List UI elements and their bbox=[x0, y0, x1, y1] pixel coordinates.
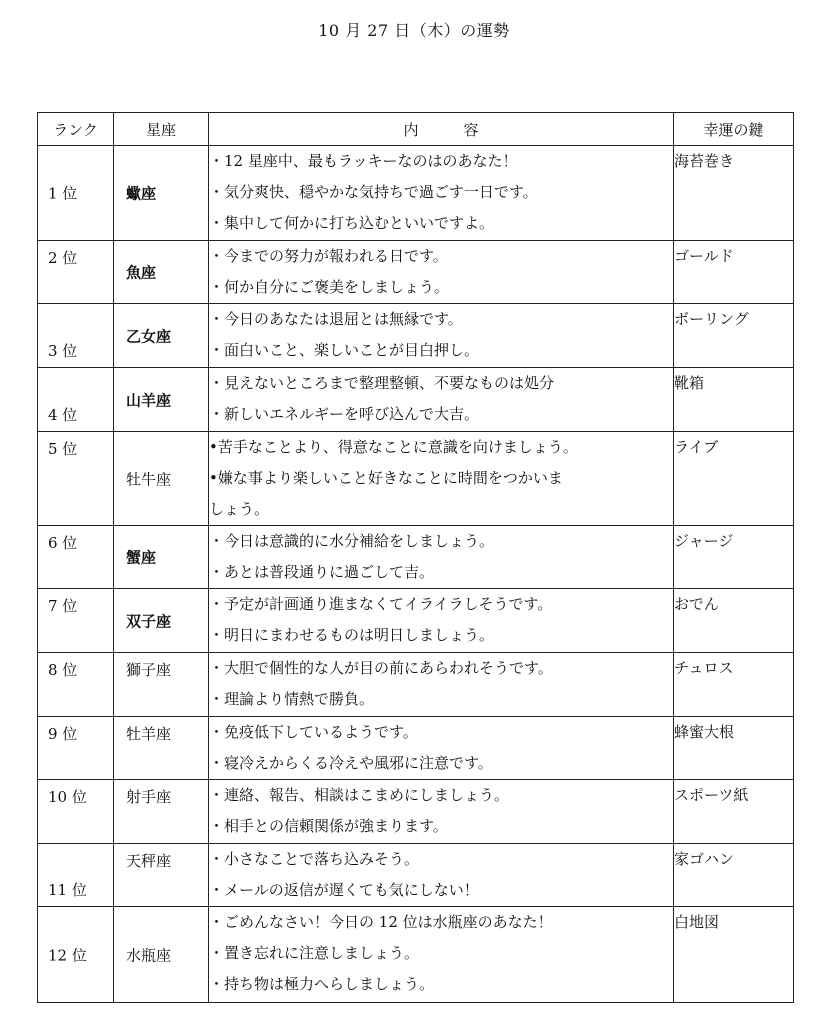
content-line: ・集中して何かに打ち込むといいですよ。 bbox=[209, 214, 495, 232]
sign-text: 魚座 bbox=[126, 263, 157, 282]
lucky-key: スポーツ紙 bbox=[674, 786, 749, 804]
sign-cell bbox=[114, 589, 209, 653]
table-row bbox=[38, 907, 794, 1003]
content-line: しょう。 bbox=[209, 500, 270, 518]
lucky-key: ライブ bbox=[674, 438, 719, 456]
content-line: ・持ち物は極力へらしましょう。 bbox=[209, 975, 435, 993]
rank-cell bbox=[38, 304, 114, 368]
key-cell bbox=[674, 780, 794, 844]
lucky-key: 靴箱 bbox=[674, 374, 705, 392]
sign-cell bbox=[114, 368, 209, 432]
table-row bbox=[38, 368, 794, 432]
content-cell bbox=[209, 717, 674, 780]
lucky-key: おでん bbox=[674, 595, 719, 613]
rank-text: 9 位 bbox=[48, 725, 78, 743]
rank-cell bbox=[38, 717, 114, 780]
content-cell bbox=[209, 368, 674, 432]
content-line: ・置き忘れに注意しましょう。 bbox=[209, 944, 420, 962]
rank-text: 4 位 bbox=[48, 406, 78, 424]
header-row bbox=[38, 113, 794, 146]
table-row bbox=[38, 780, 794, 844]
page-title: 10 月 27 日（木）の運勢 bbox=[318, 21, 510, 40]
key-cell bbox=[674, 304, 794, 368]
content-line: ・今日は意識的に水分補給をしましょう。 bbox=[209, 532, 495, 550]
sign-cell bbox=[114, 907, 209, 1003]
rank-cell bbox=[38, 241, 114, 304]
content-line: ・今までの努力が報われる日です。 bbox=[209, 247, 448, 265]
rank-text: 7 位 bbox=[48, 597, 78, 615]
content-line: ・小さなことで落ち込みそう。 bbox=[209, 850, 420, 868]
lucky-key: 白地図 bbox=[674, 913, 720, 931]
key-cell bbox=[674, 241, 794, 304]
table-row bbox=[38, 146, 794, 241]
sign-text: 牡牛座 bbox=[126, 470, 172, 488]
rank-cell bbox=[38, 368, 114, 432]
table-row bbox=[38, 432, 794, 526]
content-line: ・寝冷えからくる冷えや風邪に注意です。 bbox=[209, 754, 493, 772]
key-cell bbox=[674, 368, 794, 432]
rank-cell bbox=[38, 907, 114, 1003]
content-line: ・新しいエネルギーを呼び込んで大吉。 bbox=[209, 405, 480, 423]
sign-text: 水瓶座 bbox=[126, 946, 172, 964]
table-row bbox=[38, 653, 794, 717]
rank-cell bbox=[38, 146, 114, 241]
content-line: ・あとは普段通りに過ごして吉。 bbox=[209, 563, 435, 581]
sign-cell bbox=[114, 780, 209, 844]
content-cell bbox=[209, 432, 674, 526]
key-cell bbox=[674, 589, 794, 653]
sign-cell bbox=[114, 717, 209, 780]
lucky-key: 蜂蜜大根 bbox=[674, 723, 735, 741]
rank-text: 3 位 bbox=[48, 342, 78, 360]
key-cell bbox=[674, 717, 794, 780]
sign-text: 蟹座 bbox=[126, 548, 157, 567]
content-line: •嫌な事より楽しいこと好きなことに時間をつかいま bbox=[209, 469, 563, 487]
header-content: 内 容 bbox=[209, 113, 674, 146]
header-key: 幸運の鍵 bbox=[674, 113, 794, 146]
content-line: ・ごめんなさい！今日の 12 位は水瓶座のあなた！ bbox=[209, 913, 553, 931]
content-cell bbox=[209, 780, 674, 844]
sign-text: 獅子座 bbox=[126, 661, 172, 679]
key-cell bbox=[674, 844, 794, 907]
table-row bbox=[38, 241, 794, 304]
content-cell bbox=[209, 526, 674, 589]
rank-text: 8 位 bbox=[48, 661, 78, 679]
lucky-key: 海苔巻き bbox=[674, 152, 735, 170]
key-cell bbox=[674, 526, 794, 589]
sign-cell bbox=[114, 432, 209, 526]
sign-text: 山羊座 bbox=[126, 391, 172, 409]
content-line: ・見えないところまで整理整頓、不要なものは処分 bbox=[209, 374, 555, 392]
key-cell bbox=[674, 146, 794, 241]
rank-text: 10 位 bbox=[48, 788, 87, 806]
rank-cell bbox=[38, 432, 114, 526]
table-row bbox=[38, 589, 794, 653]
content-cell bbox=[209, 653, 674, 717]
key-cell bbox=[674, 907, 794, 1003]
table-row bbox=[38, 526, 794, 589]
sign-text: 天秤座 bbox=[126, 852, 172, 870]
sign-text: 蠍座 bbox=[126, 184, 157, 203]
rank-text: 12 位 bbox=[48, 946, 87, 964]
content-line: ・気分爽快、穏やかな気持ちで過ごす一日です。 bbox=[209, 183, 538, 201]
key-cell bbox=[674, 432, 794, 526]
sign-text: 射手座 bbox=[126, 788, 172, 806]
sign-cell bbox=[114, 844, 209, 907]
content-cell bbox=[209, 907, 674, 1003]
content-line: ・今日のあなたは退屈とは無縁です。 bbox=[209, 310, 463, 328]
table-row bbox=[38, 717, 794, 780]
sign-cell bbox=[114, 241, 209, 304]
content-line: ・連絡、報告、相談はこまめにしましょう。 bbox=[209, 786, 510, 804]
lucky-key: ゴールド bbox=[674, 247, 734, 265]
rank-text: 11 位 bbox=[48, 881, 87, 899]
lucky-key: 家ゴハン bbox=[674, 850, 735, 868]
sign-text: 牡羊座 bbox=[126, 725, 172, 743]
content-line: ・大胆で個性的な人が目の前にあらわれそうです。 bbox=[209, 659, 553, 677]
lucky-key: チュロス bbox=[674, 659, 734, 677]
content-line: ・相手との信頼関係が強まります。 bbox=[209, 817, 448, 835]
content-line: ・明日にまわせるものは明日しましょう。 bbox=[209, 626, 495, 644]
rank-cell bbox=[38, 526, 114, 589]
key-cell bbox=[674, 653, 794, 717]
rank-cell bbox=[38, 589, 114, 653]
content-cell bbox=[209, 589, 674, 653]
sign-text: 乙女座 bbox=[126, 327, 172, 345]
table-row bbox=[38, 304, 794, 368]
content-cell bbox=[209, 304, 674, 368]
header-sign: 星座 bbox=[114, 113, 209, 146]
rank-cell bbox=[38, 653, 114, 717]
header-rank: ランク bbox=[38, 113, 114, 146]
content-line: ・面白いこと、楽しいことが目白押し。 bbox=[209, 341, 480, 359]
content-line: ・12 星座中、最もラッキーなのはのあなた！ bbox=[209, 152, 518, 170]
sign-cell bbox=[114, 653, 209, 717]
fortune-table bbox=[37, 112, 794, 1003]
rank-text: 1 位 bbox=[48, 184, 78, 203]
rank-cell bbox=[38, 844, 114, 907]
table-row bbox=[38, 844, 794, 907]
sign-text: 双子座 bbox=[126, 612, 172, 630]
rank-text: 6 位 bbox=[48, 534, 78, 552]
sign-cell bbox=[114, 526, 209, 589]
content-cell bbox=[209, 241, 674, 304]
lucky-key: ジャージ bbox=[674, 532, 734, 550]
content-line: ・メールの返信が遅くても気にしない！ bbox=[209, 881, 479, 899]
content-cell bbox=[209, 146, 674, 241]
content-cell bbox=[209, 844, 674, 907]
content-line: •苦手なことより、得意なことに意識を向けましょう。 bbox=[209, 438, 578, 456]
rank-cell bbox=[38, 780, 114, 844]
content-line: ・理論より情熱で勝負。 bbox=[209, 690, 375, 708]
content-line: ・何か自分にご褒美をしましょう。 bbox=[209, 278, 450, 296]
rank-text: 2 位 bbox=[48, 249, 78, 267]
lucky-key: ボーリング bbox=[674, 310, 749, 328]
content-line: ・免疫低下しているようです。 bbox=[209, 723, 418, 741]
content-line: ・予定が計画通り進まなくてイライラしそうです。 bbox=[209, 595, 553, 613]
rank-text: 5 位 bbox=[48, 440, 78, 458]
sign-cell bbox=[114, 304, 209, 368]
sign-cell bbox=[114, 146, 209, 241]
